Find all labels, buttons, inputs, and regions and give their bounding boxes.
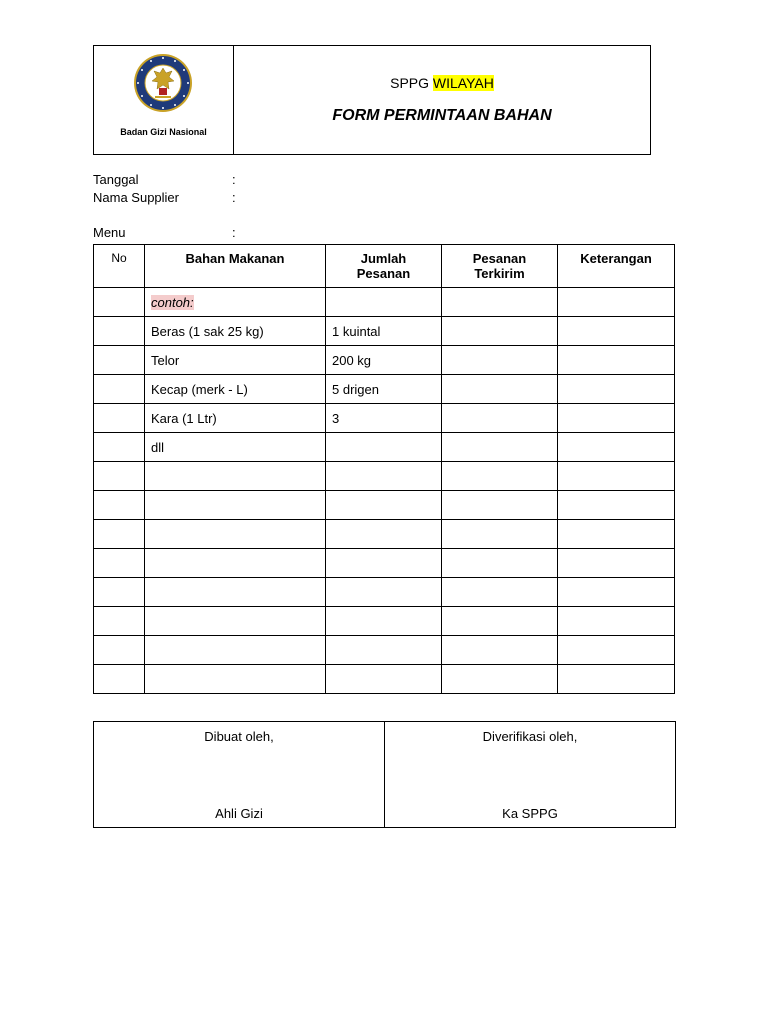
cell-pesanan-terkirim: [442, 607, 558, 636]
cell-bahan-makanan: [145, 549, 326, 578]
verified-by-label: Diverifikasi oleh,: [482, 729, 578, 744]
cell-pesanan-terkirim: [442, 317, 558, 346]
table-row: [94, 607, 675, 636]
cell-bahan-makanan: [145, 607, 326, 636]
cell-jumlah-pesanan: 200 kg: [326, 346, 442, 375]
cell-keterangan: [558, 404, 675, 433]
cell-bahan-makanan: [145, 665, 326, 694]
cell-pesanan-terkirim: [442, 636, 558, 665]
field-separator: :: [232, 225, 236, 240]
cell-jumlah-pesanan: [326, 520, 442, 549]
cell-bahan-makanan: [145, 462, 326, 491]
cell-bahan-makanan: [145, 520, 326, 549]
badan-gizi-nasional-logo: [132, 52, 194, 114]
signature-prepared: [94, 722, 384, 827]
cell-keterangan: [558, 636, 675, 665]
cell-jumlah-pesanan: [326, 288, 442, 317]
table-row: [94, 665, 675, 694]
table-row: [94, 578, 675, 607]
table-row: [94, 520, 675, 549]
field-tanggal: [93, 172, 236, 187]
cell-jumlah-pesanan: 5 drigen: [326, 375, 442, 404]
header-pesanan-terkirim-text: Pesanan Terkirim: [472, 251, 527, 281]
field-menu: [93, 225, 236, 240]
cell-keterangan: [558, 375, 675, 404]
cell-jumlah-pesanan: [326, 578, 442, 607]
prepared-by-role: Ahli Gizi: [215, 806, 263, 821]
cell-jumlah-pesanan: [326, 665, 442, 694]
table-row: [94, 433, 675, 462]
field-nama-supplier: [93, 190, 236, 205]
cell-pesanan-terkirim: [442, 288, 558, 317]
cell-pesanan-terkirim: [442, 665, 558, 694]
field-label: Menu: [93, 225, 126, 240]
cell-pesanan-terkirim: [442, 520, 558, 549]
header-pesanan-terkirim: [442, 245, 558, 288]
field-label: Nama Supplier: [93, 190, 179, 205]
cell-keterangan: [558, 462, 675, 491]
cell-bahan-makanan: Telor: [145, 346, 326, 375]
cell-pesanan-terkirim: [442, 462, 558, 491]
cell-keterangan: [558, 549, 675, 578]
cell-pesanan-terkirim: [442, 375, 558, 404]
form-title: FORM PERMINTAAN BAHAN: [332, 107, 552, 124]
example-label: contoh:: [151, 294, 194, 310]
cell-keterangan: [558, 665, 675, 694]
header-no: No: [94, 245, 145, 288]
title-prefix: SPPG: [390, 75, 430, 91]
cell-keterangan: [558, 433, 675, 462]
cell-pesanan-terkirim: [442, 433, 558, 462]
cell-jumlah-pesanan: 1 kuintal: [326, 317, 442, 346]
table-row: [94, 317, 675, 346]
logo-cell: [94, 46, 234, 154]
table-header-row: [94, 245, 675, 288]
header-keterangan: Keterangan: [558, 245, 675, 288]
table-row: [94, 491, 675, 520]
header-bahan-makanan: Bahan Makanan: [145, 245, 326, 288]
cell-bahan-makanan: [145, 288, 326, 317]
table-row: [94, 404, 675, 433]
cell-keterangan: [558, 346, 675, 375]
request-table: [93, 244, 675, 694]
verified-by-role: Ka SPPG: [502, 806, 558, 821]
cell-jumlah-pesanan: [326, 549, 442, 578]
cell-no: [94, 346, 145, 375]
cell-keterangan: [558, 607, 675, 636]
cell-pesanan-terkirim: [442, 346, 558, 375]
cell-pesanan-terkirim: [442, 404, 558, 433]
cell-pesanan-terkirim: [442, 578, 558, 607]
cell-jumlah-pesanan: [326, 433, 442, 462]
cell-no: [94, 317, 145, 346]
cell-bahan-makanan: [145, 636, 326, 665]
table-row: [94, 375, 675, 404]
cell-no: [94, 549, 145, 578]
cell-jumlah-pesanan: [326, 636, 442, 665]
table-row: [94, 549, 675, 578]
cell-bahan-makanan: Beras (1 sak 25 kg): [145, 317, 326, 346]
cell-bahan-makanan: [145, 491, 326, 520]
cell-no: [94, 578, 145, 607]
cell-no: [94, 491, 145, 520]
title-highlight: WILAYAH: [432, 75, 494, 91]
title-cell: [234, 46, 650, 154]
header-jumlah-pesanan-text: Jumlah Pesanan: [356, 251, 411, 281]
table-row: [94, 636, 675, 665]
cell-no: [94, 607, 145, 636]
cell-no: [94, 404, 145, 433]
cell-no: [94, 520, 145, 549]
cell-no: [94, 288, 145, 317]
cell-pesanan-terkirim: [442, 549, 558, 578]
cell-bahan-makanan: dll: [145, 433, 326, 462]
cell-no: [94, 462, 145, 491]
field-separator: :: [232, 190, 236, 205]
form-header: [93, 45, 651, 155]
cell-pesanan-terkirim: [442, 491, 558, 520]
field-separator: :: [232, 172, 236, 187]
table-row: [94, 346, 675, 375]
cell-keterangan: [558, 317, 675, 346]
cell-jumlah-pesanan: [326, 491, 442, 520]
cell-jumlah-pesanan: 3: [326, 404, 442, 433]
table-body: [94, 288, 675, 694]
field-label: Tanggal: [93, 172, 139, 187]
org-name: Badan Gizi Nasional: [120, 127, 207, 137]
cell-no: [94, 636, 145, 665]
header-jumlah-pesanan: [326, 245, 442, 288]
signature-box: [93, 721, 676, 828]
cell-jumlah-pesanan: [326, 607, 442, 636]
cell-keterangan: [558, 288, 675, 317]
cell-no: [94, 375, 145, 404]
cell-jumlah-pesanan: [326, 462, 442, 491]
table-row: [94, 462, 675, 491]
sppg-title: [234, 75, 650, 91]
signature-verified: [384, 722, 675, 827]
cell-no: [94, 665, 145, 694]
cell-bahan-makanan: Kecap (merk - L): [145, 375, 326, 404]
prepared-by-label: Dibuat oleh,: [204, 729, 274, 744]
cell-keterangan: [558, 520, 675, 549]
cell-keterangan: [558, 578, 675, 607]
cell-no: [94, 433, 145, 462]
cell-keterangan: [558, 491, 675, 520]
table-row: [94, 288, 675, 317]
cell-bahan-makanan: [145, 578, 326, 607]
cell-bahan-makanan: Kara (1 Ltr): [145, 404, 326, 433]
